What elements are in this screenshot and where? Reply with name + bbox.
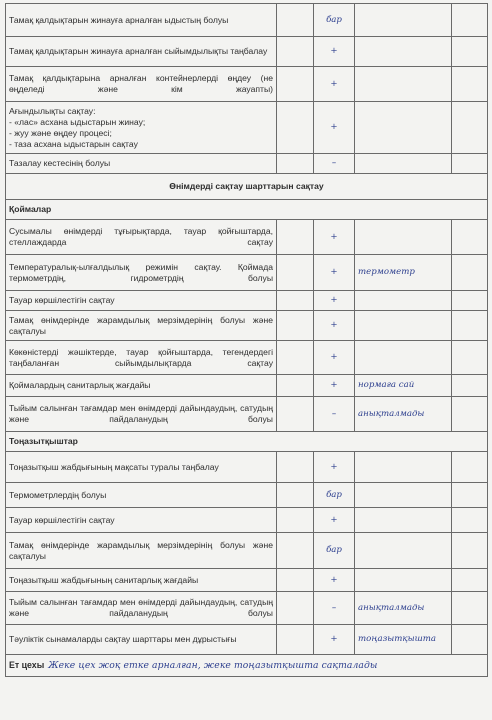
handwritten-note <box>355 37 452 67</box>
checklist-row <box>6 341 488 375</box>
checklist-row <box>6 102 488 154</box>
empty-cell <box>277 255 314 291</box>
handwritten-note <box>355 625 452 655</box>
result-mark: + <box>314 341 355 375</box>
checklist-row <box>6 533 488 569</box>
empty-cell <box>277 592 314 625</box>
result-mark: – <box>314 592 355 625</box>
result-mark: + <box>314 508 355 533</box>
checklist-row <box>6 154 488 174</box>
result-mark: + <box>314 375 355 397</box>
group-title-warehouses: Қоймалар <box>6 200 488 220</box>
handwritten-note <box>355 452 452 483</box>
result-mark: + <box>314 102 355 154</box>
result-mark: бар <box>314 4 355 37</box>
footer-label: Ет цехы <box>9 660 45 670</box>
empty-cell <box>452 311 488 341</box>
handwritten-note <box>355 67 452 102</box>
criterion-text: Көкөністерді жәшіктерде, тауар қойғыштарда, тегендердегі таңбаланған сыйымдылықтарда сақтау <box>6 341 277 375</box>
empty-cell <box>277 341 314 375</box>
empty-cell <box>277 37 314 67</box>
handwritten-note <box>355 569 452 592</box>
empty-cell <box>452 625 488 655</box>
empty-cell <box>452 102 488 154</box>
checklist-row <box>6 397 488 432</box>
empty-cell <box>277 102 314 154</box>
criterion-text: Тәуліктік сынамаларды сақтау шарттары мен дұрыстығы <box>6 625 277 655</box>
handwritten-note <box>355 311 452 341</box>
criterion-text: Тоңазытқыш жабдығының мақсаты туралы таңбалау <box>6 452 277 483</box>
note-text: анықталмады <box>358 602 425 613</box>
criterion-text: Тыйым салынған тағамдар мен өнімдерді дайындаудың, сатудың және пайдаланудың болуы <box>6 397 277 432</box>
handwritten-note <box>355 4 452 37</box>
criterion-text: Қоймалардың санитарлық жағдайы <box>6 375 277 397</box>
empty-cell <box>277 154 314 174</box>
criterion-text: Тамақ қалдықтарын жинауға арналған сыйымдылықты таңбалау <box>6 37 277 67</box>
result-mark: бар <box>314 483 355 508</box>
empty-cell <box>277 4 314 37</box>
checklist-row <box>6 452 488 483</box>
handwritten-note <box>355 255 452 291</box>
handwritten-note <box>355 592 452 625</box>
checklist-row <box>6 508 488 533</box>
empty-cell <box>452 220 488 255</box>
empty-cell <box>452 452 488 483</box>
section-title-row <box>6 174 488 200</box>
checklist-row <box>6 4 488 37</box>
group-title-refrigerators-row <box>6 432 488 452</box>
footer-cell <box>6 655 488 677</box>
criterion-text: Ағындылықты сақтау: - «лас» асхана ыдыстарын жинау; - жуу және өңдеу процесі; - таза асхана ыдыстарын сақтау <box>6 102 277 154</box>
handwritten-note <box>355 483 452 508</box>
empty-cell <box>452 533 488 569</box>
footer-row <box>6 655 488 677</box>
checklist-row <box>6 311 488 341</box>
empty-cell <box>452 291 488 311</box>
checklist-row <box>6 592 488 625</box>
criterion-text: Сусымалы өнімдерді тұғырықтарда, тауар қойғыштарда, стеллаждарда сақтау <box>6 220 277 255</box>
checklist-row <box>6 67 488 102</box>
handwritten-note <box>355 102 452 154</box>
checklist-row <box>6 625 488 655</box>
section-title: Өнімдерді сақтау шарттарын сақтау <box>6 174 488 200</box>
result-mark: + <box>314 311 355 341</box>
checklist-row <box>6 483 488 508</box>
criterion-text: Тауар көршілестігін сақтау <box>6 291 277 311</box>
empty-cell <box>452 255 488 291</box>
criterion-text: Термометрлердің болуы <box>6 483 277 508</box>
result-mark: – <box>314 154 355 174</box>
empty-cell <box>277 311 314 341</box>
empty-cell <box>277 220 314 255</box>
note-text: термометр <box>358 267 415 277</box>
handwritten-note <box>355 220 452 255</box>
handwritten-note <box>355 375 452 397</box>
checklist-row <box>6 37 488 67</box>
result-mark: + <box>314 452 355 483</box>
handwritten-note <box>355 341 452 375</box>
criterion-text: Тамақ қалдықтарын жинауға арналған ыдыстың болуы <box>6 4 277 37</box>
empty-cell <box>452 67 488 102</box>
criterion-text: Тамақ өнімдерінде жарамдылық мерзімдерінің болуы және сақталуы <box>6 533 277 569</box>
empty-cell <box>277 533 314 569</box>
checklist-row <box>6 291 488 311</box>
empty-cell <box>277 452 314 483</box>
handwritten-note <box>355 154 452 174</box>
empty-cell <box>452 592 488 625</box>
criterion-text: Тауар көршілестігін сақтау <box>6 508 277 533</box>
result-mark: + <box>314 569 355 592</box>
inspection-checklist-table <box>5 3 488 677</box>
note-text: нормаға сай <box>358 380 415 390</box>
empty-cell <box>452 569 488 592</box>
empty-cell <box>277 508 314 533</box>
empty-cell <box>277 397 314 432</box>
empty-cell <box>277 67 314 102</box>
empty-cell <box>277 625 314 655</box>
empty-cell <box>277 483 314 508</box>
group-title-refrigerators: Тоңазытқыштар <box>6 432 488 452</box>
checklist-row <box>6 220 488 255</box>
checklist-row <box>6 375 488 397</box>
criterion-text: Тоңазытқыш жабдығының санитарлық жағдайы <box>6 569 277 592</box>
result-mark: + <box>314 37 355 67</box>
handwritten-note <box>355 508 452 533</box>
empty-cell <box>452 397 488 432</box>
checklist-row <box>6 569 488 592</box>
empty-cell <box>277 375 314 397</box>
empty-cell <box>452 375 488 397</box>
checklist-row <box>6 255 488 291</box>
handwritten-note <box>355 397 452 432</box>
criterion-text: Тамақ қалдықтарына арналған контейнерлерді өңдеу (не өңделеді және кім жауапты) <box>6 67 277 102</box>
result-mark: + <box>314 67 355 102</box>
result-mark: + <box>314 220 355 255</box>
empty-cell <box>452 508 488 533</box>
empty-cell <box>452 341 488 375</box>
note-text: тоңазытқышта <box>358 634 437 644</box>
empty-cell <box>277 291 314 311</box>
result-mark: + <box>314 625 355 655</box>
handwritten-note <box>355 533 452 569</box>
handwritten-note <box>355 291 452 311</box>
result-mark: – <box>314 397 355 432</box>
empty-cell <box>452 483 488 508</box>
criterion-text: Тыйым салынған тағамдар мен өнімдерді дайындаудың, сатудың және пайдаланудың болуы <box>6 592 277 625</box>
result-mark: + <box>314 255 355 291</box>
footer-handwriting: Жеке цех жоқ етке арналған, жеке тоңазытқышта сақталады <box>48 660 378 671</box>
empty-cell <box>452 154 488 174</box>
empty-cell <box>452 4 488 37</box>
result-mark: + <box>314 291 355 311</box>
group-title-warehouses-row <box>6 200 488 220</box>
criterion-text: Тазалау кестесінің болуы <box>6 154 277 174</box>
note-text: анықталмады <box>358 408 425 419</box>
criterion-text: Температуралық-ылғалдылық режимін сақтау. Қоймада термометрдің, гидрометрдің болуы <box>6 255 277 291</box>
criterion-text: Тамақ өнімдерінде жарамдылық мерзімдерінің болуы және сақталуы <box>6 311 277 341</box>
empty-cell <box>277 569 314 592</box>
empty-cell <box>452 37 488 67</box>
result-mark: бар <box>314 533 355 569</box>
